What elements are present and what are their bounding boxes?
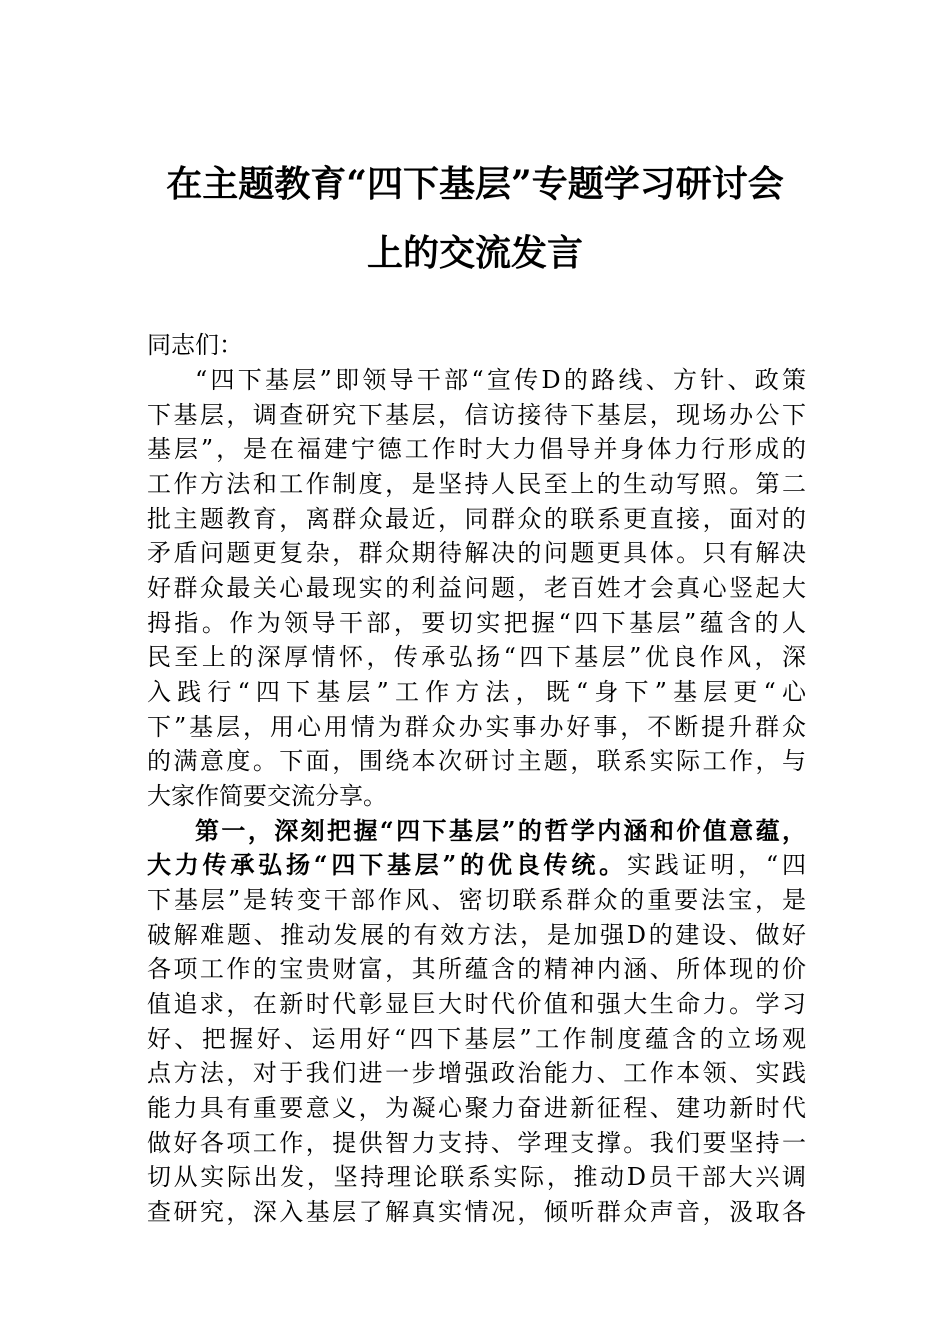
paragraph-2-line: 点方法，对于我们进一步增强政治能力、工作本领、实践 (147, 1059, 806, 1087)
paragraph-1-line: 大家作简要交流分享。 (147, 782, 387, 810)
paragraph-1-line: 批主题教育，离群众最近，同群众的联系更直接，面对的 (147, 505, 806, 533)
paragraph-1-line: 工作方法和工作制度，是坚持人民至上的生动写照。第二 (147, 470, 806, 498)
paragraph-1-line: 民至上的深厚情怀，传承弘扬“四下基层”优良作风，深 (147, 643, 806, 671)
paragraph-1-line: “四下基层”即领导干部“宣传D的路线、方针、政策 (195, 366, 806, 394)
paragraph-1-line: 矛盾问题更复杂，群众期待解决的问题更具体。只有解决 (147, 539, 806, 567)
paragraph-2-text-start: 实践证明，“四 (626, 851, 806, 879)
paragraph-1-line: 拇指。作为领导干部，要切实把握“四下基层”蕴含的人 (147, 609, 806, 637)
paragraph-2-line: 各项工作的宝贵财富，其所蕴含的精神内涵、所体现的价 (147, 955, 806, 983)
paragraph-1-line: 好群众最关心最现实的利益问题，老百姓才会真心竖起大 (147, 574, 806, 602)
paragraph-2-line: 破解难题、推动发展的有效方法，是加强D的建设、做好 (147, 921, 806, 949)
paragraph-1-line: 的满意度。下面，围绕本次研讨主题，联系实际工作，与 (147, 747, 806, 775)
paragraph-2-line: 好、把握好、运用好“四下基层”工作制度蕴含的立场观 (147, 1025, 806, 1053)
paragraph-1-line: 下基层，调查研究下基层，信访接待下基层，现场办公下 (147, 401, 806, 429)
paragraph-2-heading-line-1: 第一，深刻把握“四下基层”的哲学内涵和价值意蕴， (195, 816, 806, 845)
paragraph-2-line: 查研究，深入基层了解真实情况，倾听群众声音，汲取各 (147, 1198, 806, 1226)
paragraph-1-line: 入践行“四下基层”工作方法，既“身下”基层更“心 (147, 678, 806, 706)
paragraph-2-line: 切从实际出发，坚持理论联系实际，推动D员干部大兴调 (147, 1163, 806, 1191)
document-title-line-2: 上的交流发言 (366, 232, 583, 274)
paragraph-2-heading-line-2: 大力传承弘扬“四下基层”的优良传统。 (147, 850, 627, 879)
paragraph-2-line: 做好各项工作，提供智力支持、学理支撑。我们要坚持一 (147, 1129, 806, 1157)
salutation: 同志们： (147, 331, 243, 359)
paragraph-2-line: 能力具有重要意义，为凝心聚力奋进新征程、建功新时代 (147, 1094, 806, 1122)
paragraph-2-line: 下基层”是转变干部作风、密切联系群众的重要法宝，是 (147, 886, 806, 914)
document-title-line-1: 在主题教育“四下基层”专题学习研讨会 (166, 163, 784, 205)
paragraph-2-line: 值追求，在新时代彰显巨大时代价值和强大生命力。学习 (147, 990, 806, 1018)
paragraph-1-line: 基层”，是在福建宁德工作时大力倡导并身体力行形成的 (147, 435, 806, 463)
paragraph-2-line-2 (147, 850, 806, 879)
paragraph-1-line: 下”基层，用心用情为群众办实事办好事，不断提升群众 (147, 713, 806, 741)
